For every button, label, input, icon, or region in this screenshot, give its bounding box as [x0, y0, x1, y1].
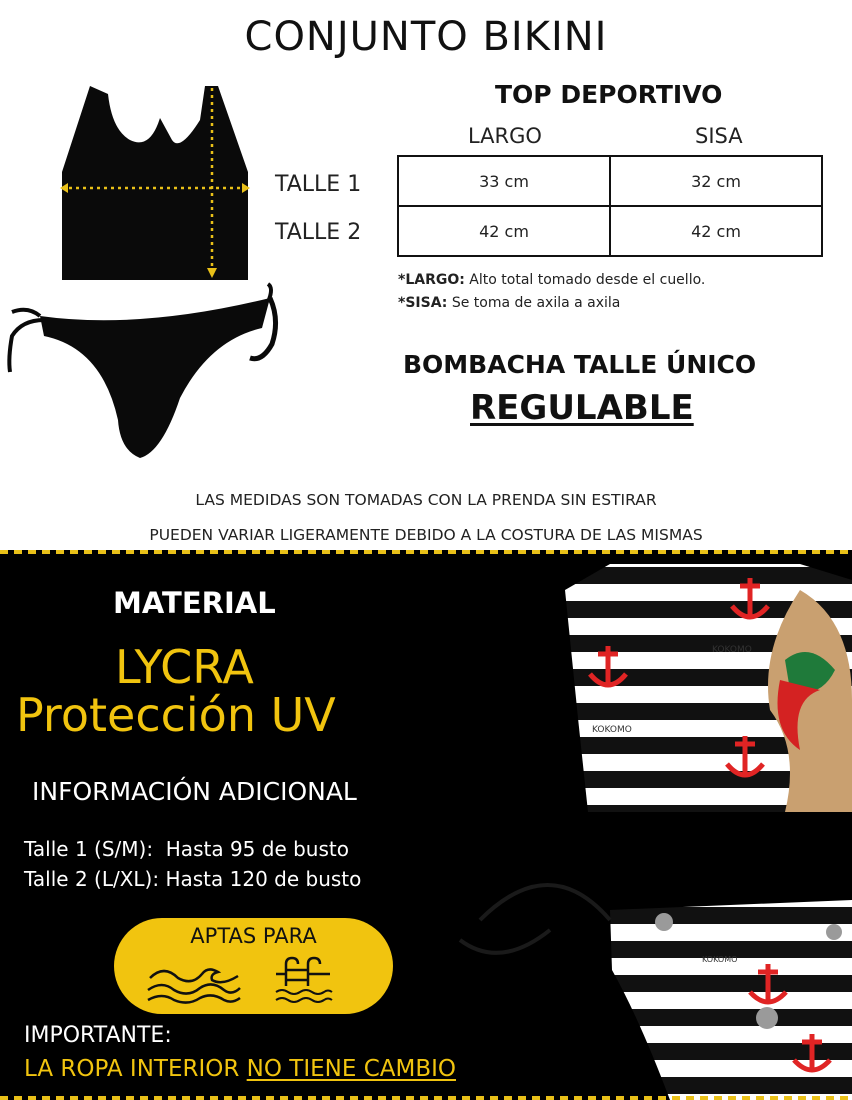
waves-icon [144, 956, 244, 1006]
table-row [398, 156, 822, 206]
material-name: LYCRA [115, 640, 254, 694]
note-key: *SISA: [398, 295, 448, 311]
sports-top-image [60, 86, 250, 280]
bombacha-heading: BOMBACHA TALLE ÚNICO [403, 350, 757, 379]
brand-label: KOKOMO [702, 955, 738, 964]
size-info-line: Talle 1 (S/M): Hasta 95 de busto [24, 837, 349, 861]
material-heading: MATERIAL [113, 586, 276, 620]
size-info-line: Talle 2 (L/XL): Hasta 120 de busto [24, 867, 362, 891]
row-label-talle-2: TALLE 2 [275, 220, 362, 245]
top-deportivo-heading: TOP DEPORTIVO [495, 80, 723, 109]
table-row [398, 206, 822, 256]
notice-emphasis: NO TIENE CAMBIO [246, 1056, 456, 1082]
regulable-label: REGULABLE [470, 388, 694, 428]
notice-text: LA ROPA INTERIOR [24, 1056, 247, 1082]
note-largo [398, 272, 705, 288]
table-cell-sisa: 32 cm [610, 156, 822, 206]
table-cell-largo: 42 cm [398, 206, 610, 256]
garment-illustration [0, 80, 290, 470]
note-sisa [398, 295, 620, 311]
info-heading: INFORMACIÓN ADICIONAL [32, 777, 357, 806]
important-heading: IMPORTANTE: [24, 1023, 172, 1048]
row-label-talle-1: TALLE 1 [275, 172, 362, 197]
material-section [0, 550, 852, 1100]
disclaimer-line: LAS MEDIDAS SON TOMADAS CON LA PRENDA SIN ESTIRAR [195, 491, 657, 509]
material-feature: Protección UV [16, 688, 336, 742]
aptas-label: APTAS PARA [190, 924, 317, 948]
disclaimer-line: PUEDEN VARIAR LIGERAMENTE DEBIDO A LA COSTURA DE LAS MISMAS [149, 526, 703, 544]
note-text: Alto total tomado desde el cuello. [464, 272, 706, 288]
pool-ladder-icon [274, 956, 334, 1006]
product-photo [440, 550, 852, 1100]
size-table [397, 155, 823, 257]
brand-label: KOKOMO [592, 725, 632, 735]
table-cell-largo: 33 cm [398, 156, 610, 206]
column-header-largo: LARGO [468, 124, 542, 148]
column-header-sisa: SISA [695, 124, 743, 148]
no-exchange-notice [24, 1056, 456, 1082]
brand-label: KOKOMO [712, 645, 752, 655]
note-text: Se toma de axila a axila [447, 295, 621, 311]
aptas-para-badge [114, 918, 393, 1014]
note-key: *LARGO: [398, 272, 465, 288]
page-title: CONJUNTO BIKINI [244, 14, 608, 60]
dashed-divider [0, 1096, 852, 1100]
bikini-bottom-image [9, 284, 275, 458]
table-cell-sisa: 42 cm [610, 206, 822, 256]
